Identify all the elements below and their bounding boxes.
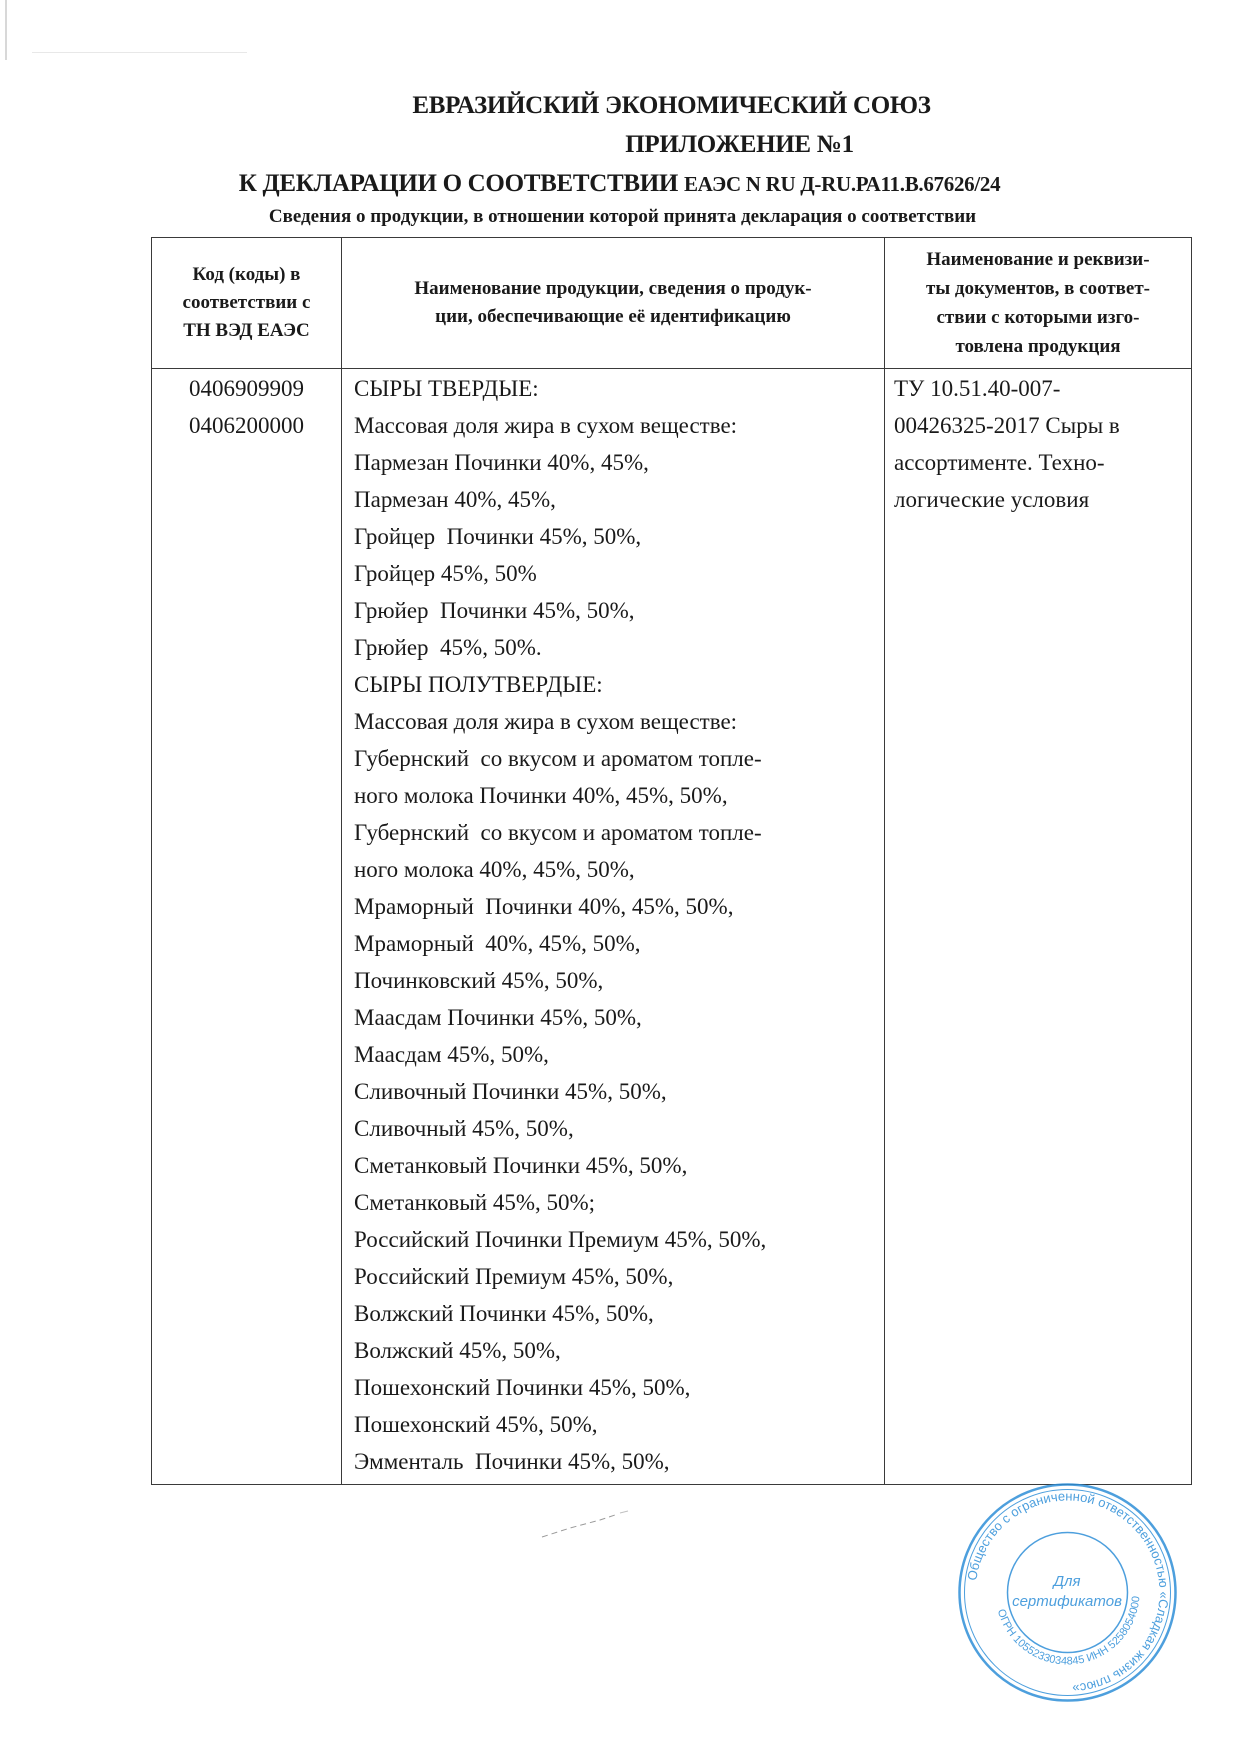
hs-codes-cell [152, 370, 341, 444]
product-table [151, 237, 1192, 1485]
declaration-title-main: К ДЕКЛАРАЦИИ О СООТВЕТСТВИИ [238, 170, 679, 197]
product-line: СЫРЫ ТВЕРДЫЕ: [354, 376, 539, 401]
product-line: Массовая доля жира в сухом веществе: [354, 413, 738, 438]
product-line: Починковский 45%, 50%, [354, 968, 604, 993]
product-line: ного молока Починки 40%, 45%, 50%, [354, 783, 728, 808]
product-line: Пошехонский Починки 45%, 50%, [354, 1375, 691, 1400]
document-line: логические условия [894, 487, 1090, 512]
product-line: Губернский со вкусом и ароматом топле- [354, 746, 762, 771]
product-line: Волжский 45%, 50%, [354, 1338, 561, 1363]
product-line: Гройцер Починки 45%, 50%, [354, 524, 642, 549]
column-divider [341, 238, 342, 1484]
hs-code: 0406200000 [189, 413, 304, 438]
declaration-title [0, 170, 1239, 198]
stamp-center-line1: Для [1053, 1573, 1081, 1590]
header-line: Наименование и реквизи- [926, 249, 1150, 270]
header-line: товлена продукция [955, 336, 1121, 357]
column-header-documents [885, 238, 1191, 368]
product-line: Мраморный 40%, 45%, 50%, [354, 931, 641, 956]
product-line: Маасдам Починки 45%, 50%, [354, 1005, 642, 1030]
header-divider [152, 368, 1191, 369]
product-line: ного молока 40%, 45%, 50%, [354, 857, 635, 882]
product-line: Пармезан Починки 40%, 45%, [354, 450, 649, 475]
document-line: ТУ 10.51.40-007- [894, 376, 1061, 401]
stamp-center-line2: сертификатов [1012, 1593, 1122, 1610]
products-cell [354, 370, 879, 1480]
product-line: Грюйер 45%, 50%. [354, 635, 542, 660]
product-line: Сметанковый 45%, 50%; [354, 1190, 596, 1215]
product-line: Грюйер Починки 45%, 50%, [354, 598, 635, 623]
header-line: ТН ВЭД ЕАЭС [183, 320, 310, 341]
product-line: Гройцер 45%, 50% [354, 561, 537, 586]
header-line: ты документов, в соответ- [925, 278, 1151, 299]
document-line: 00426325-2017 Сыры в [894, 413, 1120, 438]
product-line: Российский Починки Премиум 45%, 50%, [354, 1227, 767, 1252]
appendix-title: ПРИЛОЖЕНИЕ №1 [625, 131, 854, 158]
scan-edge-artifact [5, 0, 7, 60]
product-line: Волжский Починки 45%, 50%, [354, 1301, 654, 1326]
header-line: ции, обеспечивающие её идентификацию [435, 306, 791, 327]
product-line: Сливочный Починки 45%, 50%, [354, 1079, 667, 1104]
section-subtitle: Сведения о продукции, в отношении которой принята декларация о соответствии [268, 206, 977, 227]
column-divider [884, 238, 885, 1484]
signature-mark [540, 1510, 630, 1540]
column-header-code [152, 238, 341, 368]
scan-line-artifact [32, 52, 247, 53]
product-line: Массовая доля жира в сухом веществе: [354, 709, 738, 734]
column-header-product [342, 238, 884, 368]
documents-cell [894, 370, 1184, 518]
declaration-number: ЕАЭС N RU Д-RU.РА11.В.67626/24 [683, 172, 1001, 196]
product-line: Эмменталь Починки 45%, 50%, [354, 1449, 670, 1474]
product-line: СЫРЫ ПОЛУТВЕРДЫЕ: [354, 672, 603, 697]
hs-code: 0406909909 [189, 376, 304, 401]
product-line: Сметанковый Починки 45%, 50%, [354, 1153, 688, 1178]
header-line: Наименование продукции, сведения о продук- [414, 278, 812, 299]
document-line: ассортименте. Техно- [894, 450, 1105, 475]
product-line: Маасдам 45%, 50%, [354, 1042, 549, 1067]
product-line: Губернский со вкусом и ароматом топле- [354, 820, 762, 845]
product-line: Пармезан 40%, 45%, [354, 487, 556, 512]
stamp-inner-text: ОГРН 1055233034845 ИНН 5258054000 [994, 1595, 1143, 1668]
product-line: Российский Премиум 45%, 50%, [354, 1264, 674, 1289]
header-line: ствии с которыми изго- [936, 307, 1140, 328]
product-line: Сливочный 45%, 50%, [354, 1116, 574, 1141]
product-line: Пошехонский 45%, 50%, [354, 1412, 598, 1437]
company-stamp [955, 1480, 1180, 1705]
product-line: Мраморный Починки 40%, 45%, 50%, [354, 894, 734, 919]
header-line: Код (коды) в [192, 264, 301, 285]
stamp-outer-text: Общество с ограниченной ответственностью «Сладкая жизнь плюс» [964, 1488, 1172, 1697]
union-title: ЕВРАЗИЙСКИЙ ЭКОНОМИЧЕСКИЙ СОЮЗ [412, 92, 931, 119]
header-line: соответствии с [182, 292, 311, 313]
